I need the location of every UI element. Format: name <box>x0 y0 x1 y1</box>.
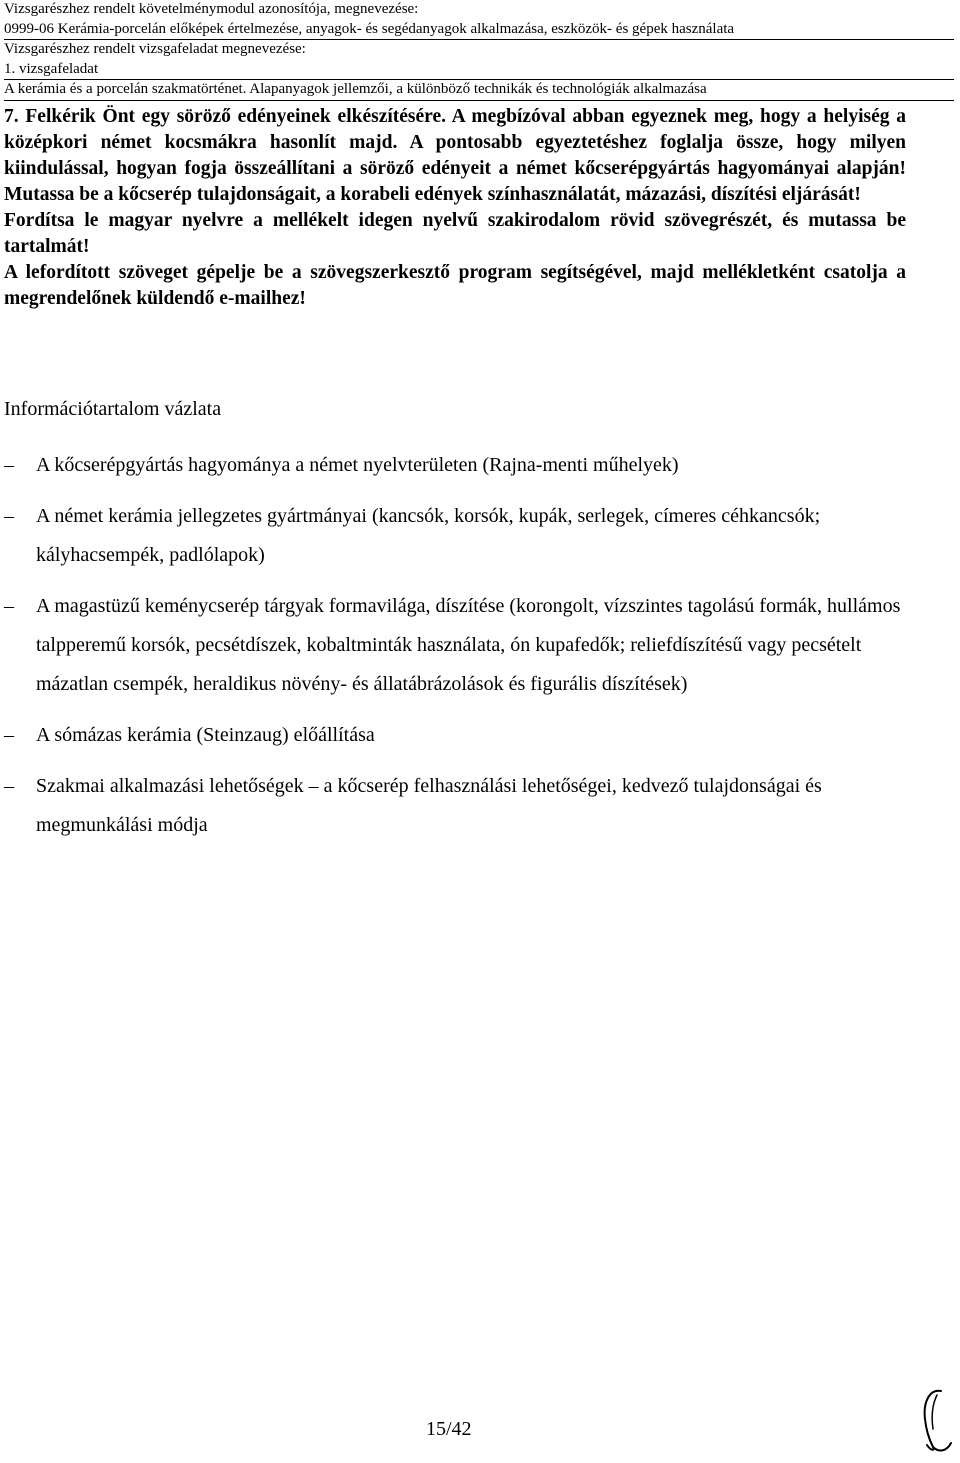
task-value: 1. vizsgafeladat <box>4 60 954 81</box>
outline-title: Információtartalom vázlata <box>4 398 222 420</box>
task-paragraph-3: A lefordított szöveget gépelje be a szövegszerkesztő program segítségével, majd mellékletként csatolja a megrendelőnek küldendő e-mailhez! <box>4 262 906 309</box>
dash-bullet: – <box>4 724 14 746</box>
list-item-text: A német kerámia jellegzetes gyártmányai (kancsók, korsók, kupák, serlegek, címeres céhkancsók; kályhacsempék, padlólapok) <box>36 505 821 566</box>
dash-bullet: – <box>4 505 14 527</box>
outline-list <box>4 446 909 857</box>
topic-line: A kerámia és a porcelán szakmatörténet. Alapanyagok jellemzői, a különböző technikák és technológiák alkalmazása <box>4 80 954 101</box>
task-paragraph-1: 7. Felkérik Önt egy söröző edényeinek elkészítésére. A megbízóval abban egyeznek meg, hogy a helyiség a középkori német kocsmákra hasonlít majd. A pontosabb egyeztetéshez foglalja össze, hogy milyen kiindulással, hogyan fogja összeállítani a söröző edényeit a német kőcserépgyártás hagyományai alapján! Mutassa be a kőcserép tulajdonságait, a korabeli edények színhasználatát, mázazási, díszítési eljárását! <box>4 106 906 205</box>
module-label: Vizsgarészhez rendelt követelménymodul azonosítója, megnevezése: <box>4 1 419 17</box>
list-item <box>4 767 909 845</box>
dash-bullet: – <box>4 595 14 617</box>
task-paragraph-2: Fordítsa le magyar nyelvre a mellékelt idegen nyelvű szakirodalom rövid szövegrészét, és mutassa be tartalmát! <box>4 210 906 257</box>
dash-bullet: – <box>4 775 14 797</box>
page-number: 15/42 <box>426 1418 472 1440</box>
handwritten-signature <box>915 1385 955 1457</box>
exam-header <box>4 0 954 101</box>
dash-bullet: – <box>4 454 14 476</box>
list-item-text: Szakmai alkalmazási lehetőségek – a kőcserép felhasználási lehetőségei, kedvező tulajdonságai és megmunkálási módja <box>36 775 822 836</box>
list-item-text: A kőcserépgyártás hagyománya a német nyelvterületen (Rajna-menti műhelyek) <box>36 454 679 476</box>
list-item-text: A magastüzű keménycserép tárgyak formavilága, díszítése (korongolt, vízszintes tagolású formák, hullámos talpperemű korsók, pecsétdíszek, kobaltminták használata, ón kupafedők; reliefdíszítésű vagy pecsételt mázatlan csempék, heraldikus növény- és állatábrázolások és figurális díszítések) <box>36 595 901 695</box>
task-description <box>4 104 906 312</box>
list-item-text: A sómázas kerámia (Steinzaug) előállítása <box>36 724 375 746</box>
list-item <box>4 446 909 485</box>
list-item <box>4 716 909 755</box>
list-item <box>4 497 909 575</box>
module-value: 0999-06 Kerámia-porcelán előképek értelmezése, anyagok- és segédanyagok alkalmazása, eszközök- és gépek használata <box>4 20 954 41</box>
task-label: Vizsgarészhez rendelt vizsgafeladat megnevezése: <box>4 41 306 57</box>
list-item <box>4 587 909 704</box>
